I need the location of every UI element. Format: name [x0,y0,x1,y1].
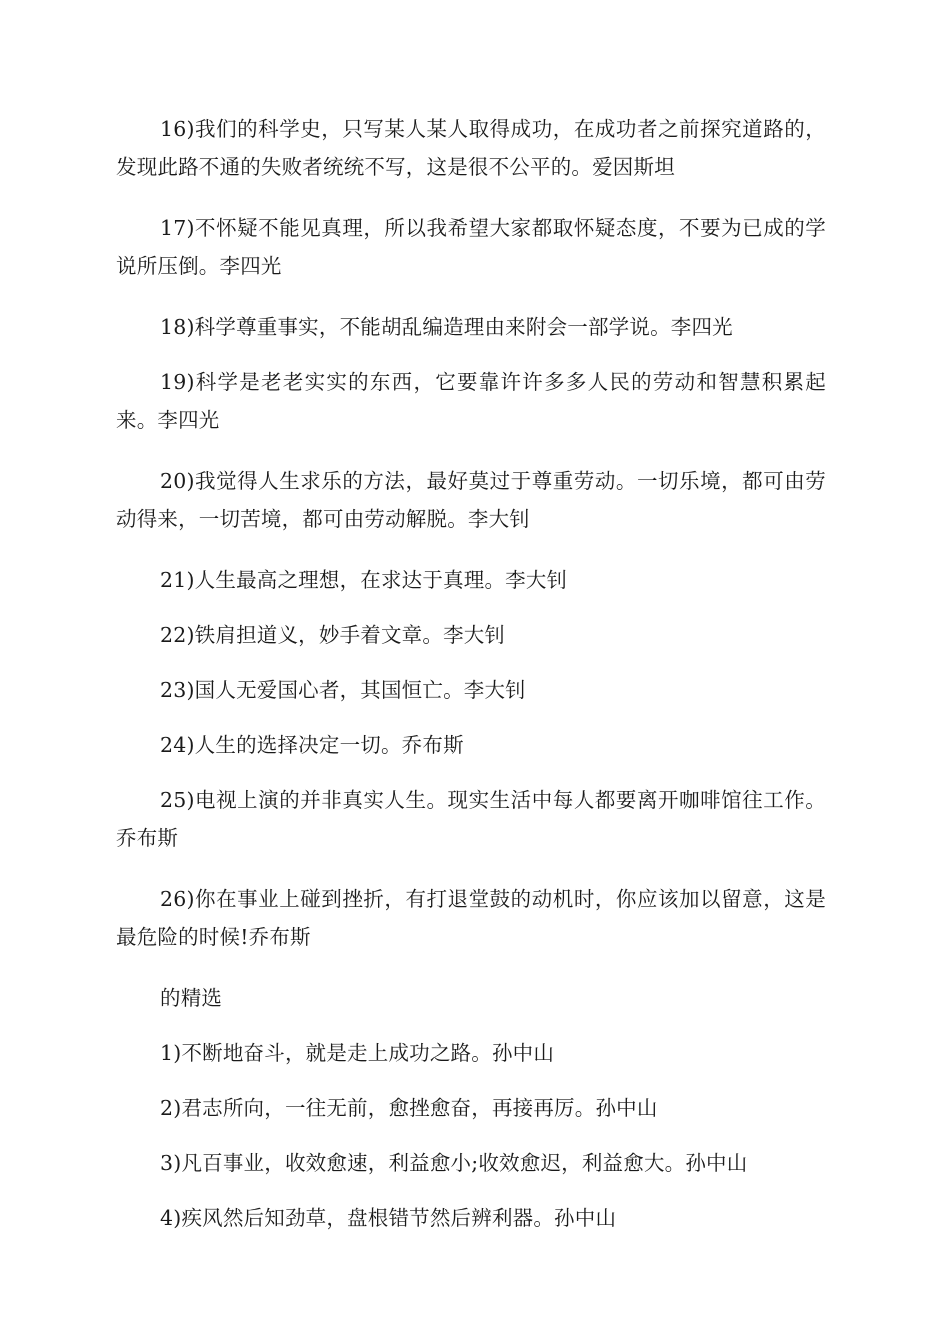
section-heading: 的精选 [160,986,223,1010]
quote-23: 23)国人无爱国心者，其国恒亡。李大钊 [160,678,526,702]
quote-17: 17)不怀疑不能见真理，所以我希望大家都取怀疑态度，不要为已成的学说所压倒。李四光 [116,216,826,278]
quote-20: 20)我觉得人生求乐的方法，最好莫过于尊重劳动。一切乐境，都可由劳动得来，一切苦境，都可由劳动解脱。李大钊 [116,469,826,531]
quote-19: 19)科学是老老实实的东西，它要靠许许多多人民的劳动和智慧积累起来。李四光 [116,370,826,432]
quote-22: 22)铁肩担道义，妙手着文章。李大钊 [160,623,506,647]
quote-1: 1)不断地奋斗，就是走上成功之路。孙中山 [160,1041,555,1065]
quote-3: 3)凡百事业，收效愈速，利益愈小;收效愈迟，利益愈大。孙中山 [160,1151,748,1175]
quote-2: 2)君志所向，一往无前，愈挫愈奋，再接再厉。孙中山 [160,1096,658,1120]
quote-21: 21)人生最高之理想，在求达于真理。李大钊 [160,568,568,592]
quote-24: 24)人生的选择决定一切。乔布斯 [160,733,464,757]
quote-26: 26)你在事业上碰到挫折，有打退堂鼓的动机时，你应该加以留意，这是最危险的时候!乔布斯 [116,887,826,949]
quote-4: 4)疾风然后知劲草，盘根错节然后辨利器。孙中山 [160,1206,617,1230]
quote-25: 25)电视上演的并非真实人生。现实生活中每人都要离开咖啡馆往工作。乔布斯 [116,788,826,850]
quote-16: 16)我们的科学史，只写某人某人取得成功，在成功者之前探究道路的，发现此路不通的失败者统统不写，这是很不公平的。爱因斯坦 [116,117,826,179]
document-body [116,110,826,1254]
quote-18: 18)科学尊重事实，不能胡乱编造理由来附会一部学说。李四光 [160,315,733,339]
